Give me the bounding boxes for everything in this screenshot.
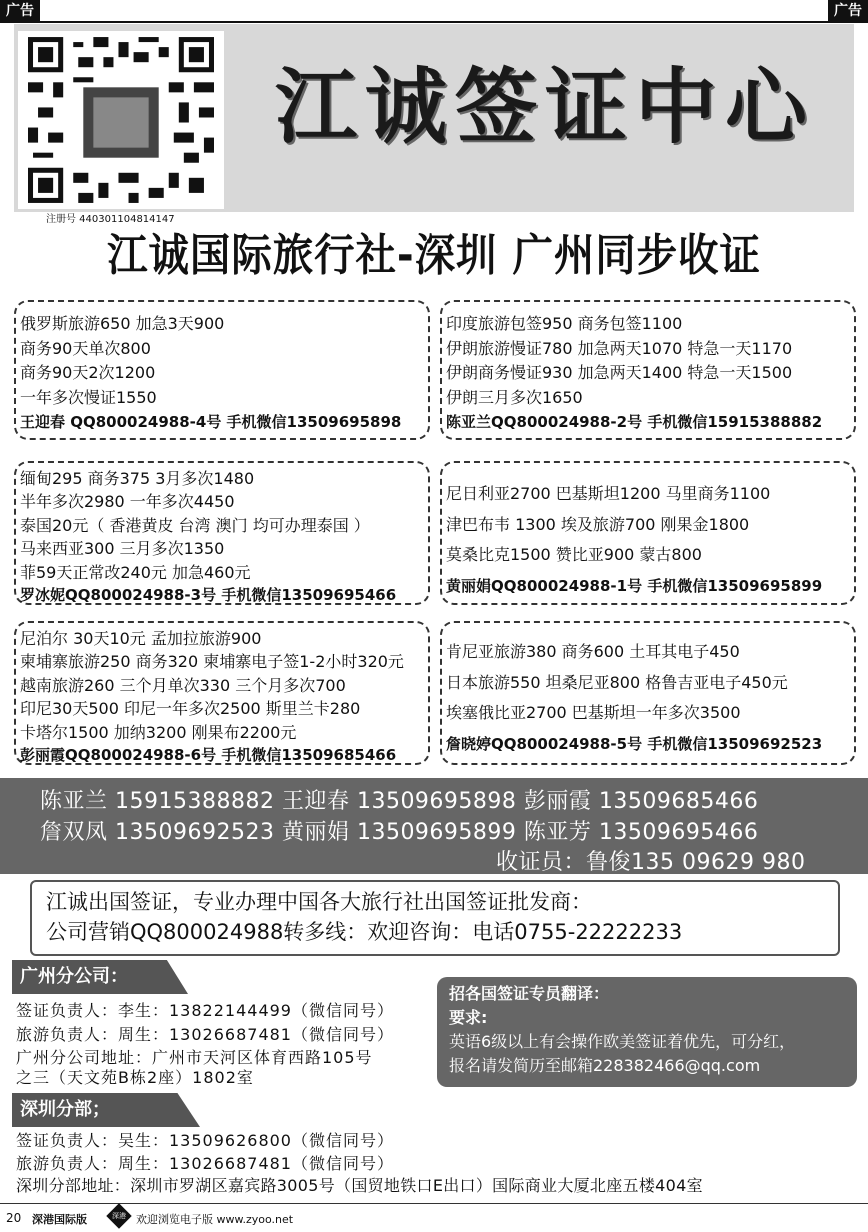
- visa-line: 商务90天单次800: [20, 338, 151, 358]
- visa-line: 日本旅游550 坦桑尼亚800 格鲁吉亚电子450元: [446, 672, 788, 692]
- qr-code[interactable]: [18, 31, 224, 209]
- publication-name: 深港国际版: [32, 1213, 87, 1226]
- qr-code-graphic: [28, 37, 214, 203]
- recruit-title: 招各国签证专员翻译：: [449, 984, 610, 1003]
- page-subtitle: 江诚国际旅行社-深圳 广州同步收证: [107, 230, 761, 281]
- visa-line: 一年多次慢证1550: [20, 387, 157, 407]
- recruit-requirements-label: 要求:: [449, 1008, 488, 1027]
- page-number: 20: [6, 1211, 22, 1225]
- visa-line: 商务90天2次1200: [20, 363, 156, 383]
- contact-band: [0, 778, 868, 874]
- guangzhou-label: 广州分公司：: [20, 966, 128, 987]
- page-title: 江诚签证中心: [274, 60, 815, 155]
- website-link[interactable]: 欢迎浏览电子版 www.zyoo.net: [136, 1213, 294, 1226]
- footer: [0, 1203, 868, 1231]
- guangzhou-visa-contact: 签证负责人：李生：13822144499（微信同号）: [16, 1001, 394, 1020]
- visa-line: 越南旅游260 三个月单次330 三个月多次700: [20, 675, 346, 695]
- shenzhen-travel-contact: 旅游负责人：周生：13026687481（微信同号）: [16, 1154, 394, 1173]
- contact-row-2: 詹双凤 13509692523 黄丽娟 13509695899 陈亚芳 13509695466: [40, 820, 759, 845]
- box-contact: 詹晓婷QQ800024988-5号 手机微信13509692523: [446, 734, 823, 753]
- top-rule: [0, 21, 868, 23]
- visa-box-kenya: [440, 621, 856, 765]
- visa-line: 俄罗斯旅游650 加急3天900: [20, 314, 225, 333]
- box-contact: 罗冰妮QQ800024988-3号 手机微信13509695466: [20, 586, 397, 605]
- recruit-line: 英语6级以上有会操作欧美签证着优先，可分红，: [449, 1032, 796, 1051]
- guangzhou-address: 广州分公司地址：广州市天河区体育西路105号: [16, 1048, 373, 1067]
- visa-line: 伊朗三月多次1650: [446, 387, 583, 407]
- guangzhou-travel-contact: 旅游负责人：周生：13026687481（微信同号）: [16, 1025, 394, 1044]
- visa-line: 印度旅游包签950 商务包签1100: [446, 314, 683, 333]
- visa-box-russia: [14, 300, 430, 440]
- publication-logo: [106, 1203, 131, 1228]
- visa-line: 尼日利亚2700 巴基斯坦1200 马里商务1100: [446, 484, 771, 503]
- box-contact: 陈亚兰QQ800024988-2号 手机微信15915388882: [446, 413, 823, 432]
- shenzhen-address: 深圳分部地址：深圳市罗湖区嘉宾路3005号（国贸地铁口E出口）国际商业大厦北座五楼404室: [16, 1176, 703, 1195]
- recruit-panel: [437, 977, 857, 1087]
- service-line-2: 公司营销QQ800024988转多线：欢迎咨询：电话0755-22222233: [46, 920, 683, 944]
- visa-line: 伊朗旅游慢证780 加急两天1070 特急一天1170: [446, 338, 793, 358]
- box-contact: 彭丽霞QQ800024988-6号 手机微信13509685466: [20, 746, 397, 765]
- service-box: [30, 880, 840, 956]
- registration-number: 注册号 440301104814147: [46, 214, 175, 225]
- guangzhou-address-2: 之三（天文苑B栋2座）1802室: [16, 1068, 254, 1087]
- visa-line: 缅甸295 商务375 3月多次1480: [20, 469, 255, 488]
- shenzhen-visa-contact: 签证负责人：吴生：13509626800（微信同号）: [16, 1131, 394, 1150]
- visa-line: 印尼30天500 印尼一年多次2500 斯里兰卡280: [20, 699, 361, 719]
- visa-box-nigeria: [440, 461, 856, 605]
- visa-line: 莫桑比克1500 赞比亚900 蒙古800: [446, 545, 702, 564]
- visa-line: 埃塞俄比亚2700 巴基斯坦一年多次3500: [446, 703, 741, 722]
- visa-line: 马来西亚300 三月多次1350: [20, 539, 225, 559]
- visa-line: 柬埔寨旅游250 商务320 柬埔寨电子签1-2小时320元: [20, 652, 404, 672]
- visa-box-myanmar: [14, 461, 430, 605]
- contact-row-1: 陈亚兰 15915388882 王迎春 13509695898 彭丽霞 13509685466: [40, 789, 759, 814]
- visa-line: 伊朗商务慢证930 加急两天1400 特急一天1500: [446, 363, 793, 383]
- visa-line: 津巴布韦 1300 埃及旅游700 刚果金1800: [446, 514, 750, 534]
- box-contact: 王迎春 QQ800024988-4号 手机微信13509695898: [20, 413, 402, 432]
- visa-box-india: [440, 300, 856, 440]
- collector-row: 收证员：鲁俊135 09629 980: [496, 850, 806, 875]
- visa-box-nepal: [14, 621, 430, 765]
- shenzhen-label: 深圳分部；: [20, 1099, 110, 1120]
- ad-tag-right: 广告: [828, 0, 868, 22]
- visa-line: 泰国20元（ 香港黄皮 台湾 澳门 均可办理泰国 ）: [20, 515, 370, 535]
- recruit-line: 报名请发简历至邮箱228382466@qq.com: [449, 1056, 761, 1075]
- visa-line: 半年多次2980 一年多次4450: [20, 492, 235, 512]
- logo-text: 深港: [112, 1212, 126, 1220]
- visa-line: 卡塔尔1500 加纳3200 刚果布2200元: [20, 722, 297, 742]
- visa-line: 肯尼亚旅游380 商务600 土耳其电子450: [446, 642, 740, 661]
- service-line-1: 江诚出国签证，专业办理中国各大旅行社出国签证批发商：: [46, 890, 592, 914]
- box-contact: 黄丽娟QQ800024988-1号 手机微信13509695899: [446, 576, 823, 595]
- visa-line: 菲59天正常改240元 加急460元: [20, 562, 251, 582]
- ad-tag-left: 广告: [0, 0, 40, 22]
- visa-line: 尼泊尔 30天10元 孟加拉旅游900: [20, 629, 262, 648]
